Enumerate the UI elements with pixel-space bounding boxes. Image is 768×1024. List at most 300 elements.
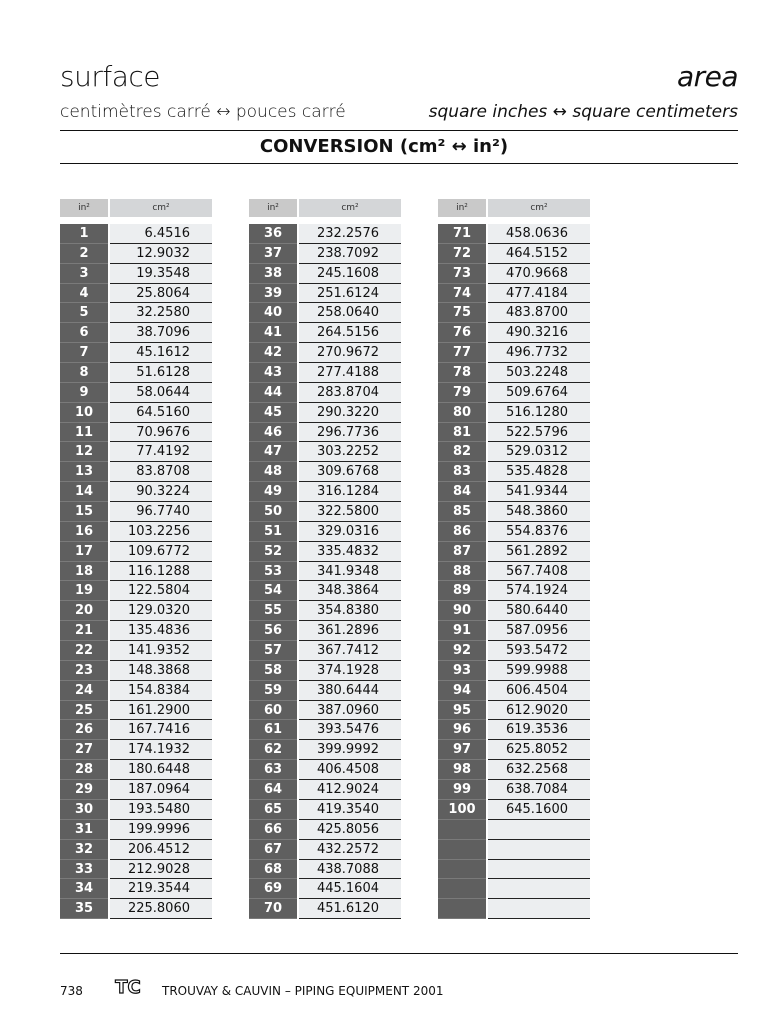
cm-value: 296.7736 [299, 423, 401, 443]
in-value: 45 [249, 403, 297, 423]
in-value: 72 [438, 244, 486, 264]
table-row [438, 442, 590, 462]
in-value: 97 [438, 740, 486, 760]
cm-value: 599.9988 [488, 661, 590, 681]
in-value: 31 [60, 820, 108, 840]
table-row [249, 522, 401, 542]
in-value: 43 [249, 363, 297, 383]
cm-value: 303.2252 [299, 442, 401, 462]
in-value: 62 [249, 740, 297, 760]
cm-value: 38.7096 [110, 323, 212, 343]
table-row [438, 423, 590, 443]
table-row [60, 323, 212, 343]
logo-graphic [108, 976, 148, 998]
company-logo [108, 976, 148, 1002]
in-value: 90 [438, 601, 486, 621]
cm-value: 477.4184 [488, 284, 590, 304]
cm-value: 122.5804 [110, 581, 212, 601]
table-row [60, 661, 212, 681]
in-value: 19 [60, 581, 108, 601]
cm-value: 458.0636 [488, 224, 590, 244]
table-row [438, 621, 590, 641]
in-value: 83 [438, 462, 486, 482]
in-value: 21 [60, 621, 108, 641]
in-value: 59 [249, 681, 297, 701]
in-value: 80 [438, 403, 486, 423]
cm-value: 316.1284 [299, 482, 401, 502]
table-row [438, 820, 590, 840]
cm-value: 206.4512 [110, 840, 212, 860]
table-row [60, 820, 212, 840]
table-row [438, 720, 590, 740]
in-value: 48 [249, 462, 297, 482]
table-body [60, 224, 212, 919]
table-row [438, 462, 590, 482]
in-value: 85 [438, 502, 486, 522]
in-value: 9 [60, 383, 108, 403]
cm-header: cm² [299, 199, 401, 217]
in-value: 44 [249, 383, 297, 403]
header-divider [60, 130, 738, 131]
table-header [60, 199, 212, 217]
conversion-table-col-1 [60, 199, 212, 919]
cm-value: 58.0644 [110, 383, 212, 403]
table-row [249, 740, 401, 760]
cm-value: 129.0320 [110, 601, 212, 621]
table-row [249, 621, 401, 641]
in-value: 7 [60, 343, 108, 363]
cm-value: 593.5472 [488, 641, 590, 661]
cm-value: 529.0312 [488, 442, 590, 462]
table-row [60, 740, 212, 760]
table-row [60, 363, 212, 383]
table-row [249, 264, 401, 284]
cm-value: 425.8056 [299, 820, 401, 840]
in-value: 57 [249, 641, 297, 661]
table-row [60, 701, 212, 721]
in-value: 63 [249, 760, 297, 780]
cm-value: 399.9992 [299, 740, 401, 760]
in-value: 68 [249, 860, 297, 880]
in-value: 67 [249, 840, 297, 860]
in-value [438, 820, 486, 840]
in-value: 74 [438, 284, 486, 304]
table-row [249, 681, 401, 701]
in-value: 71 [438, 224, 486, 244]
cm-value: 522.5796 [488, 423, 590, 443]
title-right: area [676, 60, 738, 93]
in-value: 84 [438, 482, 486, 502]
subtitle-left: centimètres carré ↔ pouces carré [60, 102, 346, 122]
in-value: 34 [60, 879, 108, 899]
cm-value: 322.5800 [299, 502, 401, 522]
cm-value: 438.7088 [299, 860, 401, 880]
table-row [249, 323, 401, 343]
cm-value: 445.1604 [299, 879, 401, 899]
table-row [249, 363, 401, 383]
cm-value: 258.0640 [299, 303, 401, 323]
in-value: 96 [438, 720, 486, 740]
table-row [438, 383, 590, 403]
table-row [60, 720, 212, 740]
table-row [60, 264, 212, 284]
title-left: surface [60, 60, 160, 93]
in-value: 41 [249, 323, 297, 343]
cm-value: 199.9996 [110, 820, 212, 840]
table-row [438, 264, 590, 284]
conversion-title: CONVERSION (cm² ↔ in²) [259, 136, 509, 157]
in-value: 73 [438, 264, 486, 284]
cm-value: 387.0960 [299, 701, 401, 721]
cm-value: 503.2248 [488, 363, 590, 383]
in-value: 28 [60, 760, 108, 780]
in-value: 86 [438, 522, 486, 542]
cm-value: 587.0956 [488, 621, 590, 641]
table-row [249, 661, 401, 681]
cm-header: cm² [488, 199, 590, 217]
table-row [249, 760, 401, 780]
table-row [438, 363, 590, 383]
table-row [249, 899, 401, 919]
in-value: 40 [249, 303, 297, 323]
cm-header: cm² [110, 199, 212, 217]
cm-value: 141.9352 [110, 641, 212, 661]
table-row [438, 303, 590, 323]
cm-value: 232.2576 [299, 224, 401, 244]
table-row [438, 224, 590, 244]
table-row [60, 681, 212, 701]
cm-value: 193.5480 [110, 800, 212, 820]
cm-value: 277.4188 [299, 363, 401, 383]
in-value [438, 879, 486, 899]
cm-value: 103.2256 [110, 522, 212, 542]
cm-value: 619.3536 [488, 720, 590, 740]
cm-value: 354.8380 [299, 601, 401, 621]
svg-text:TC: TC [115, 977, 141, 998]
cm-value: 309.6768 [299, 462, 401, 482]
cm-value: 167.7416 [110, 720, 212, 740]
table-row [249, 542, 401, 562]
table-row [438, 502, 590, 522]
cm-value: 451.6120 [299, 899, 401, 919]
in-value: 95 [438, 701, 486, 721]
table-row [249, 303, 401, 323]
in-value: 82 [438, 442, 486, 462]
conversion-table-col-2 [249, 199, 401, 919]
in-value: 55 [249, 601, 297, 621]
cm-value: 406.4508 [299, 760, 401, 780]
in-value: 39 [249, 284, 297, 304]
table-row [249, 840, 401, 860]
table-row [438, 899, 590, 919]
table-body [438, 224, 590, 919]
table-row [249, 343, 401, 363]
in-value: 6 [60, 323, 108, 343]
table-row [60, 879, 212, 899]
table-row [249, 244, 401, 264]
cm-value: 264.5156 [299, 323, 401, 343]
cm-value: 19.3548 [110, 264, 212, 284]
table-row [249, 641, 401, 661]
table-row [60, 502, 212, 522]
table-row [60, 482, 212, 502]
in-value: 61 [249, 720, 297, 740]
cm-value: 606.4504 [488, 681, 590, 701]
table-row [438, 760, 590, 780]
cm-value: 83.8708 [110, 462, 212, 482]
in-value: 25 [60, 701, 108, 721]
cm-value: 367.7412 [299, 641, 401, 661]
table-row [249, 224, 401, 244]
page-number: 738 [60, 984, 83, 998]
table-row [249, 820, 401, 840]
table-row [60, 542, 212, 562]
cm-value: 374.1928 [299, 661, 401, 681]
table-row [438, 681, 590, 701]
in-value [438, 899, 486, 919]
in-value: 30 [60, 800, 108, 820]
cm-value: 154.8384 [110, 681, 212, 701]
cm-value: 625.8052 [488, 740, 590, 760]
table-row [438, 562, 590, 582]
table-row [60, 899, 212, 919]
cm-value: 135.4836 [110, 621, 212, 641]
in-value: 47 [249, 442, 297, 462]
table-row [60, 423, 212, 443]
in-value: 1 [60, 224, 108, 244]
in-value: 27 [60, 740, 108, 760]
table-row [438, 701, 590, 721]
in-value: 51 [249, 522, 297, 542]
cm-value: 77.4192 [110, 442, 212, 462]
in-value: 70 [249, 899, 297, 919]
cm-value: 148.3868 [110, 661, 212, 681]
in-value: 88 [438, 562, 486, 582]
footer-text: TROUVAY & CAUVIN – PIPING EQUIPMENT 2001 [162, 984, 444, 998]
in-value [438, 860, 486, 880]
table-row [438, 403, 590, 423]
cm-value: 412.9024 [299, 780, 401, 800]
cm-value: 554.8376 [488, 522, 590, 542]
in-value: 77 [438, 343, 486, 363]
table-row [438, 740, 590, 760]
in-value: 37 [249, 244, 297, 264]
cm-value: 580.6440 [488, 601, 590, 621]
in-value: 4 [60, 284, 108, 304]
table-row [438, 244, 590, 264]
table-row [60, 860, 212, 880]
cm-value: 109.6772 [110, 542, 212, 562]
cm-value: 32.2580 [110, 303, 212, 323]
cm-value: 341.9348 [299, 562, 401, 582]
in-value: 53 [249, 562, 297, 582]
cm-value: 393.5476 [299, 720, 401, 740]
table-row [60, 522, 212, 542]
table-row [249, 800, 401, 820]
table-row [60, 800, 212, 820]
in-value: 64 [249, 780, 297, 800]
table-row [249, 423, 401, 443]
table-row [60, 760, 212, 780]
in-value: 8 [60, 363, 108, 383]
cm-value: 432.2572 [299, 840, 401, 860]
in-value: 93 [438, 661, 486, 681]
in-value: 50 [249, 502, 297, 522]
cm-value: 645.1600 [488, 800, 590, 820]
in-value: 98 [438, 760, 486, 780]
table-row [249, 581, 401, 601]
table-row [438, 284, 590, 304]
cm-value [488, 899, 590, 919]
table-row [60, 621, 212, 641]
in-value [438, 840, 486, 860]
in-value: 49 [249, 482, 297, 502]
table-row [249, 442, 401, 462]
cm-value: 329.0316 [299, 522, 401, 542]
cm-value: 64.5160 [110, 403, 212, 423]
table-row [438, 343, 590, 363]
in-value: 13 [60, 462, 108, 482]
cm-value: 25.8064 [110, 284, 212, 304]
table-row [249, 383, 401, 403]
in-header: in² [60, 199, 108, 217]
cm-value: 509.6764 [488, 383, 590, 403]
cm-value: 496.7732 [488, 343, 590, 363]
in-value: 66 [249, 820, 297, 840]
table-row [60, 562, 212, 582]
in-value: 17 [60, 542, 108, 562]
table-row [438, 581, 590, 601]
in-value: 35 [60, 899, 108, 919]
cm-value: 561.2892 [488, 542, 590, 562]
cm-value: 290.3220 [299, 403, 401, 423]
table-row [438, 661, 590, 681]
table-row [249, 601, 401, 621]
cm-value: 612.9020 [488, 701, 590, 721]
table-row [249, 482, 401, 502]
cm-value: 251.6124 [299, 284, 401, 304]
cm-value [488, 879, 590, 899]
cm-value [488, 840, 590, 860]
cm-value: 419.3540 [299, 800, 401, 820]
table-row [438, 840, 590, 860]
cm-value [488, 820, 590, 840]
cm-value: 51.6128 [110, 363, 212, 383]
table-row [438, 542, 590, 562]
cm-value: 6.4516 [110, 224, 212, 244]
cm-value: 70.9676 [110, 423, 212, 443]
in-value: 79 [438, 383, 486, 403]
in-value: 46 [249, 423, 297, 443]
cm-value: 96.7740 [110, 502, 212, 522]
table-row [60, 244, 212, 264]
in-value: 18 [60, 562, 108, 582]
table-row [60, 284, 212, 304]
in-header: in² [249, 199, 297, 217]
in-value: 12 [60, 442, 108, 462]
in-value: 26 [60, 720, 108, 740]
table-row [249, 284, 401, 304]
table-row [438, 522, 590, 542]
in-value: 24 [60, 681, 108, 701]
cm-value: 45.1612 [110, 343, 212, 363]
cm-value: 12.9032 [110, 244, 212, 264]
in-value: 52 [249, 542, 297, 562]
cm-value [488, 860, 590, 880]
in-value: 69 [249, 879, 297, 899]
title-divider [60, 163, 738, 164]
in-value: 91 [438, 621, 486, 641]
cm-value: 161.2900 [110, 701, 212, 721]
cm-value: 574.1924 [488, 581, 590, 601]
table-row [60, 462, 212, 482]
in-value: 20 [60, 601, 108, 621]
in-value: 94 [438, 681, 486, 701]
cm-value: 348.3864 [299, 581, 401, 601]
footer-divider [60, 953, 738, 954]
in-value: 92 [438, 641, 486, 661]
in-value: 3 [60, 264, 108, 284]
in-value: 99 [438, 780, 486, 800]
table-row [60, 442, 212, 462]
table-row [249, 403, 401, 423]
cm-value: 541.9344 [488, 482, 590, 502]
in-value: 81 [438, 423, 486, 443]
table-header [249, 199, 401, 217]
cm-value: 490.3216 [488, 323, 590, 343]
in-value: 65 [249, 800, 297, 820]
table-row [60, 840, 212, 860]
in-value: 56 [249, 621, 297, 641]
table-row [249, 720, 401, 740]
in-value: 100 [438, 800, 486, 820]
table-row [438, 323, 590, 343]
in-value: 78 [438, 363, 486, 383]
table-row [60, 343, 212, 363]
in-value: 33 [60, 860, 108, 880]
cm-value: 245.1608 [299, 264, 401, 284]
in-value: 5 [60, 303, 108, 323]
table-row [60, 581, 212, 601]
table-row [60, 224, 212, 244]
table-row [249, 562, 401, 582]
table-row [438, 641, 590, 661]
cm-value: 212.9028 [110, 860, 212, 880]
cm-value: 380.6444 [299, 681, 401, 701]
in-value: 22 [60, 641, 108, 661]
in-value: 87 [438, 542, 486, 562]
in-value: 42 [249, 343, 297, 363]
cm-value: 567.7408 [488, 562, 590, 582]
table-row [438, 879, 590, 899]
cm-value: 535.4828 [488, 462, 590, 482]
cm-value: 638.7084 [488, 780, 590, 800]
table-header [438, 199, 590, 217]
in-value: 38 [249, 264, 297, 284]
cm-value: 548.3860 [488, 502, 590, 522]
in-value: 16 [60, 522, 108, 542]
in-value: 32 [60, 840, 108, 860]
table-row [438, 780, 590, 800]
table-row [438, 482, 590, 502]
cm-value: 464.5152 [488, 244, 590, 264]
in-value: 11 [60, 423, 108, 443]
cm-value: 187.0964 [110, 780, 212, 800]
table-row [438, 601, 590, 621]
in-value: 58 [249, 661, 297, 681]
table-body [249, 224, 401, 919]
in-value: 2 [60, 244, 108, 264]
